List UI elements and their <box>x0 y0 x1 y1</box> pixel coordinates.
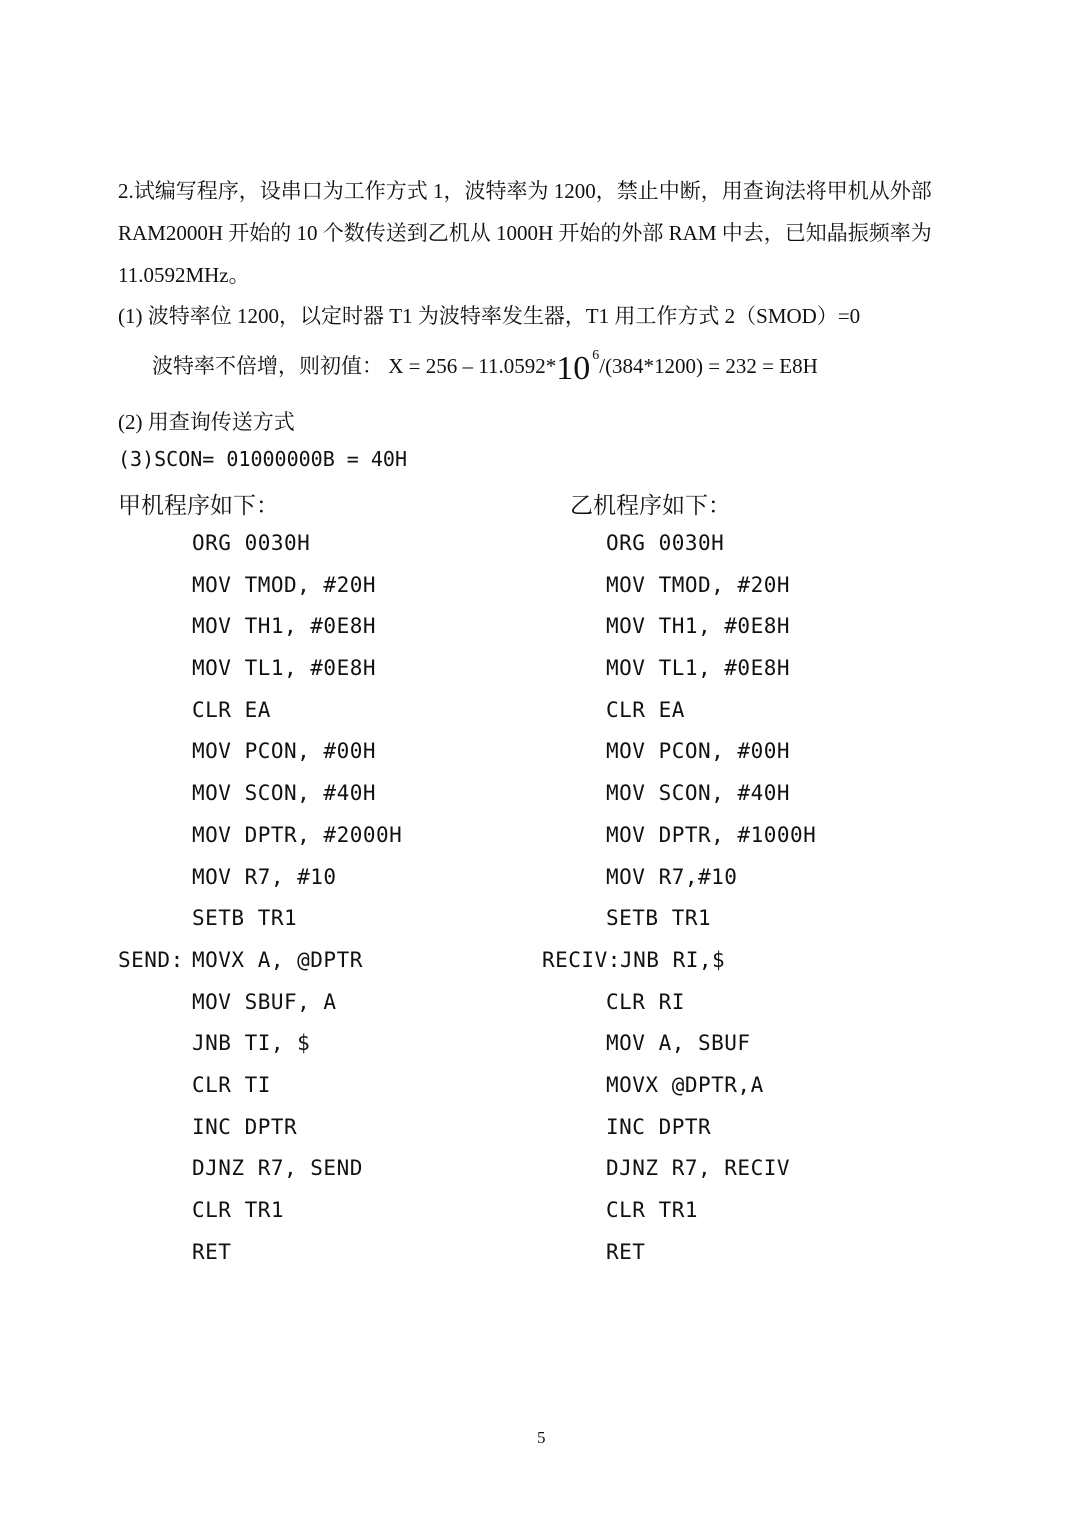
code-line: MOV TMOD, #20H <box>606 572 791 597</box>
step-2-line: (2) 用查询传送方式 <box>118 410 295 434</box>
receiver-code-block <box>606 531 816 1281</box>
code-line: SETB TR1 <box>192 906 298 931</box>
code-line: MOV TMOD, #20H <box>192 572 377 597</box>
code-line: MOV DPTR, #2000H <box>192 822 403 847</box>
code-line: MOVX A, @DPTR <box>192 947 363 972</box>
code-line: CLR EA <box>606 697 685 722</box>
code-line: DJNZ R7, RECIV <box>606 1156 791 1181</box>
baud-formula <box>152 344 818 387</box>
code-line: MOVX @DPTR,A <box>606 1072 764 1097</box>
code-line: ORG 0030H <box>192 531 311 555</box>
code-line: MOV A, SBUF <box>606 1031 751 1056</box>
step-3-line: (3)SCON= 01000000B = 40H <box>118 447 407 471</box>
code-line: CLR TR1 <box>606 1198 699 1222</box>
code-line: JNB TI, $ <box>192 1031 311 1056</box>
step-1-line: (1) 波特率位 1200，以定时器 T1 为波特率发生器，T1 用工作方式 2（SMOD）=0 <box>118 304 861 328</box>
formula-suffix: /(384*1200) = 232 = E8H <box>599 354 818 378</box>
code-line: MOV R7,#10 <box>606 864 738 889</box>
code-line: INC DPTR <box>606 1114 712 1139</box>
code-line: CLR TR1 <box>192 1198 285 1222</box>
code-line: CLR RI <box>606 989 685 1014</box>
code-line: MOV PCON, #00H <box>192 739 377 764</box>
code-line: DJNZ R7, SEND <box>192 1156 363 1181</box>
code-line: SETB TR1 <box>606 906 712 931</box>
formula-base: 10 <box>556 350 591 387</box>
code-line: MOV SBUF, A <box>192 989 337 1014</box>
code-line: CLR TI <box>192 1072 271 1097</box>
page-number: 5 <box>537 1428 546 1447</box>
problem-line-3: 11.0592MHz。 <box>118 263 250 287</box>
code-line: RET <box>606 1239 646 1264</box>
code-line: MOV R7, #10 <box>192 864 337 889</box>
code-line: INC DPTR <box>192 1114 298 1139</box>
formula-prefix: 波特率不倍增，则初值： X = 256 – 11.0592* <box>152 354 557 378</box>
problem-line-1: 2.试编写程序，设串口为工作方式 1，波特率为 1200，禁止中断，用查询法将甲机从外部 <box>118 179 932 203</box>
receiver-program-heading: 乙机程序如下： <box>570 493 731 518</box>
sender-send-label: SEND: <box>118 948 184 972</box>
code-line: MOV TL1, #0E8H <box>192 656 377 681</box>
sender-program-heading: 甲机程序如下： <box>118 493 279 518</box>
code-line: ORG 0030H <box>606 531 725 555</box>
code-line: MOV SCON, #40H <box>192 781 377 806</box>
receiver-reciv-label: RECIV: <box>542 948 621 972</box>
code-line: MOV SCON, #40H <box>606 781 791 806</box>
sender-code-block <box>192 531 402 1281</box>
problem-line-2: RAM2000H 开始的 10 个数传送到乙机从 1000H 开始的外部 RAM 中去，已知晶振频率为 <box>118 221 932 245</box>
code-line: MOV TL1, #0E8H <box>606 656 791 681</box>
code-line: MOV DPTR, #1000H <box>606 822 817 847</box>
code-line: MOV TH1, #0E8H <box>192 614 377 639</box>
code-line: JNB RI,$ <box>620 947 726 972</box>
code-line: RET <box>192 1239 232 1264</box>
code-line: MOV TH1, #0E8H <box>606 614 791 639</box>
code-line: MOV PCON, #00H <box>606 739 791 764</box>
code-line: CLR EA <box>192 697 271 722</box>
formula-exponent: 6 <box>592 348 600 363</box>
